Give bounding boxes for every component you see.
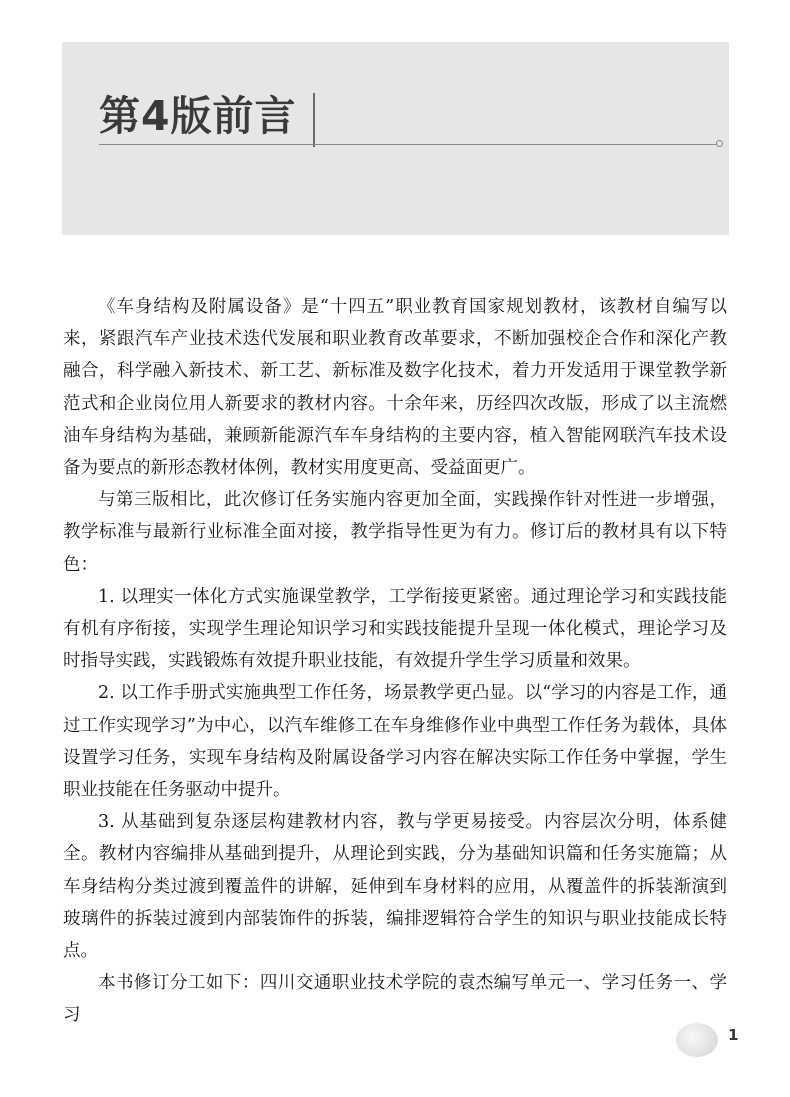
title-underline [99,144,717,145]
title-rule-end-dot [716,140,723,147]
body-text [63,291,727,1032]
paragraph-feature-3: 3. 从基础到复杂逐层构建教材内容，教与学更易接受。内容层次分明，体系健全。教材内容编排从基础到提升，从理论到实践，分为基础知识篇和任务实施篇；从车身结构分类过渡到覆盖件的讲解，延伸到车身材料的应用，从覆盖件的拆装渐演到玻璃件的拆装过渡到内部装饰件的拆装，编排逻辑符合学生的知识与职业技能成长特点。 [63,812,727,962]
title-vertical-divider [313,93,315,147]
paragraph-feature-2: 2. 以工作手册式实施典型工作任务，场景教学更凸显。以“学习的内容是工作，通过工作实现学习”为中心，以汽车维修工在车身维修作业中典型工作任务为载体，具体设置学习任务，实现车身结构及附属设备学习内容在解决实际工作任务中掌握，学生职业技能在任务驱动中提升。 [63,683,727,801]
page-number-decoration [676,1023,718,1057]
page-number: 1 [728,1026,739,1044]
paragraph-feature-1: 1. 以理实一体化方式实施课堂教学，工学衔接更紧密。通过理论学习和实践技能有机有序衔接，实现学生理论知识学习和实践技能提升呈现一体化模式，理论学习及时指导实践，实践锻炼有效提升职业技能，有效提升学生学习质量和效果。 [63,586,727,672]
paragraph-revision: 本书修订分工如下：四川交通职业技术学院的袁杰编写单元一、学习任务一、学习 [63,973,727,1026]
page-title: 第4版前言 [99,92,297,140]
paragraph-intro: 《车身结构及附属设备》是“十四五”职业教育国家规划教材，该教材自编写以来，紧跟汽车产业技术迭代发展和职业教育改革要求，不断加强校企合作和深化产教融合，科学融入新技术、新工艺、新标准及数字化技术，着力开发适用于课堂教学新范式和企业岗位用人新要求的教材内容。十余年来，历经四次改版，形成了以主流燃油车身结构为基础，兼顾新能源汽车车身结构的主要内容，植入智能网联汽车技术设备为要点的新形态教材体例，教材实用度更高、受益面更广。 [63,297,727,479]
paragraph-comparison: 与第三版相比，此次修订任务实施内容更加全面，实践操作针对性进一步增强，教学标准与最新行业标准全面对接，教学指导性更为有力。修订后的教材具有以下特色： [63,490,727,575]
